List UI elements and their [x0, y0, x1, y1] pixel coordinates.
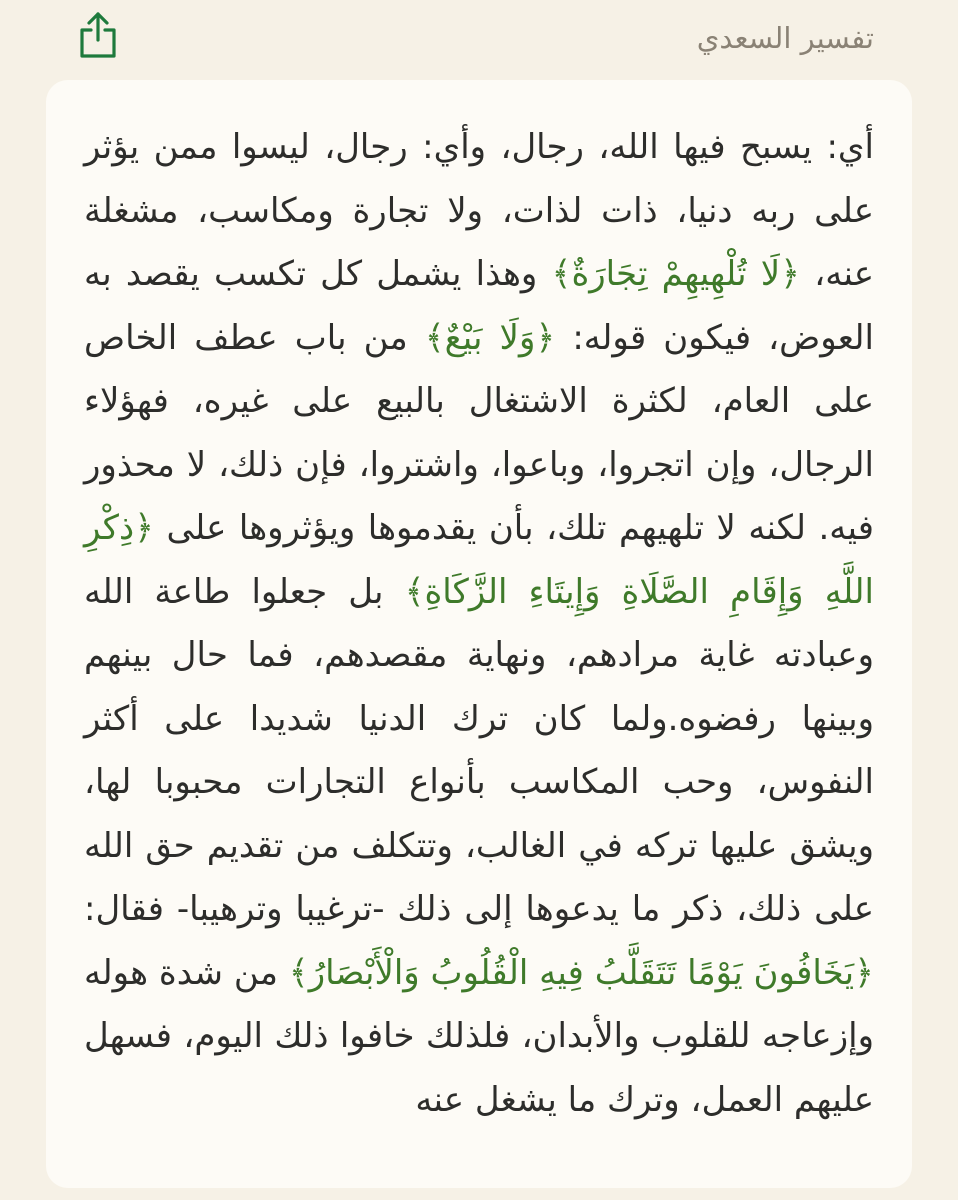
tafsir-segment: وهذا يشمل كل تكسب يقصد به العوض، فيكون قوله:: [84, 254, 874, 358]
share-icon: [76, 8, 120, 60]
tafsir-segment: بل جعلوا طاعة الله وعبادته غاية مرادهم، ونهاية مقصدهم، فما حال بينهم وبينها رفضوه.ولما كان ترك الدنيا شديدا على أكثر النفوس، وحب المكاسب بأنواع التجارات محبوبا لها، ويشق عليها تركه في الغالب، وتتكلف من تقديم حق الله على ذلك، ذكر ما يدعوها إلى ذلك -ترغيبا وترهيبا- فقال:: [84, 571, 874, 929]
share-button[interactable]: [76, 8, 120, 60]
page-title: تفسير السعدي: [696, 21, 874, 55]
tafsir-card: [46, 80, 912, 1188]
quran-verse: ﴿يَخَافُونَ يَوْمًا تَتَقَلَّبُ فِيهِ الْقُلُوبُ وَالْأَبْصَارُ﴾: [288, 952, 875, 993]
quran-verse: ﴿ذِكْرِ اللَّهِ وَإِقَامِ الصَّلَاةِ وَإِيتَاءِ الزَّكَاةِ﴾: [84, 508, 874, 612]
header-bar: [0, 0, 958, 80]
tafsir-segment: من شدة هوله وإزعاجه للقلوب والأبدان، فلذلك خافوا ذلك اليوم، فسهل عليهم العمل، وترك ما يشغل عنه: [84, 952, 874, 1120]
tafsir-text: [84, 116, 874, 1132]
tafsir-segment: من باب عطف الخاص على العام، لكثرة الاشتغال بالبيع على غيره، فهؤلاء الرجال، وإن اتجروا، وباعوا، واشتروا، فإن ذلك، لا محذور فيه. لكنه لا تلهيهم تلك، بأن يقدموها ويؤثروها على: [84, 317, 874, 548]
tafsir-segment: أي: يسبح فيها الله، رجال، وأي: رجال، ليسوا ممن يؤثر على ربه دنيا، ذات لذات، ولا تجارة ومكاسب، مشغلة عنه،: [84, 127, 875, 294]
quran-verse: ﴿وَلَا بَيْعٌ﴾: [424, 317, 556, 358]
quran-verse: ﴿لَا تُلْهِيهِمْ تِجَارَةٌ﴾: [551, 254, 801, 294]
